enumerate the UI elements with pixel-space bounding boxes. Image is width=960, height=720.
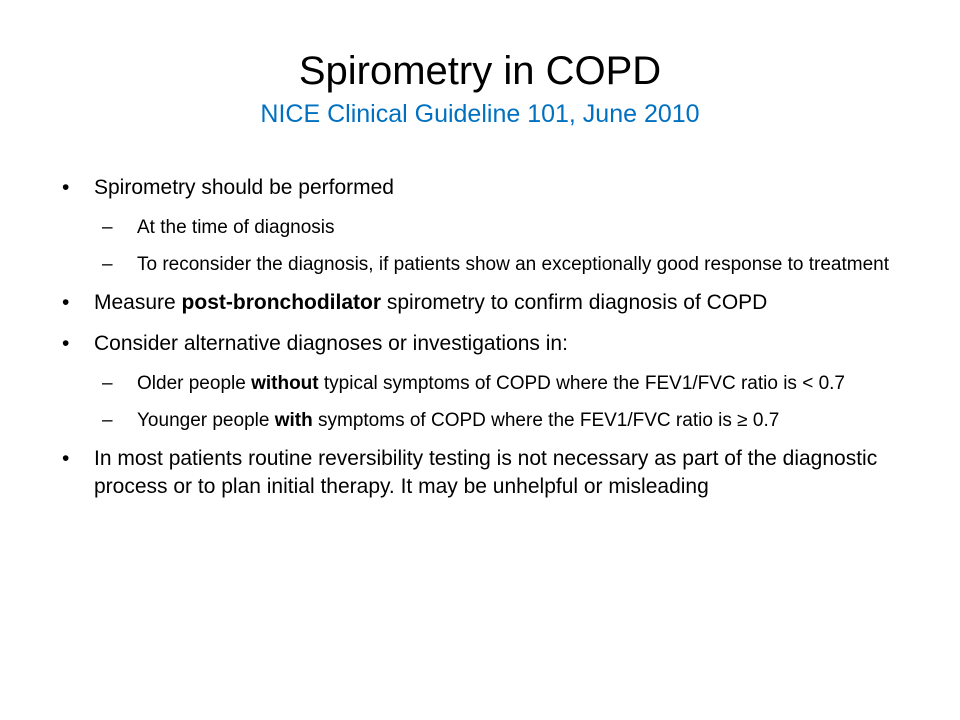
bullet-text: Spirometry should be performed [94,176,394,199]
sub-bullet-text: At the time of diagnosis [137,217,335,238]
bullet-text: Consider alternative diagnoses or investigations in: [94,332,568,355]
bullet-icon: • [62,447,70,470]
sub-bullet-item [62,252,922,278]
bullet-icon: • [62,176,70,199]
bullet-icon: • [62,291,70,314]
sub-bullet-text-bold: with [274,410,313,431]
bullet-text-bold: post-bronchodilator [181,291,382,314]
dash-icon: – [102,410,113,431]
bullet-item [62,445,922,501]
dash-icon: – [102,217,113,238]
bullet-text: In most patients routine reversibility testing is not necessary as part of the diagnostic process or to plan initial therapy. It may be unhelpful or misleading [94,447,878,498]
bullet-text-post: spirometry to confirm diagnosis of COPD [381,291,768,314]
bullet-item [62,289,922,317]
sub-bullet-text-pre: Older people [137,373,252,394]
sub-bullet-text-post: typical symptoms of COPD where the FEV1/FVC ratio is < 0.7 [318,373,845,394]
sub-bullet-item [62,408,922,434]
slide-title: Spirometry in COPD [298,49,662,93]
bullet-item [62,174,922,202]
dash-icon: – [102,254,113,275]
sub-bullet-text: To reconsider the diagnosis, if patients show an exceptionally good response to treatment [137,254,890,275]
bullet-text-pre: Measure [94,291,182,314]
sub-bullet-text-pre: Younger people [137,410,275,431]
title-block [0,46,960,130]
bullet-item [62,330,922,358]
sub-bullet-item [62,371,922,397]
dash-icon: – [102,373,113,394]
sub-bullet-item [62,215,922,241]
slide-subtitle: NICE Clinical Guideline 101, June 2010 [260,100,700,128]
sub-bullet-text-post: symptoms of COPD where the FEV1/FVC ratio is ≥ 0.7 [312,410,780,431]
sub-bullet-text-bold: without [251,373,319,394]
bullet-icon: • [62,332,70,355]
bullet-list [62,174,922,514]
